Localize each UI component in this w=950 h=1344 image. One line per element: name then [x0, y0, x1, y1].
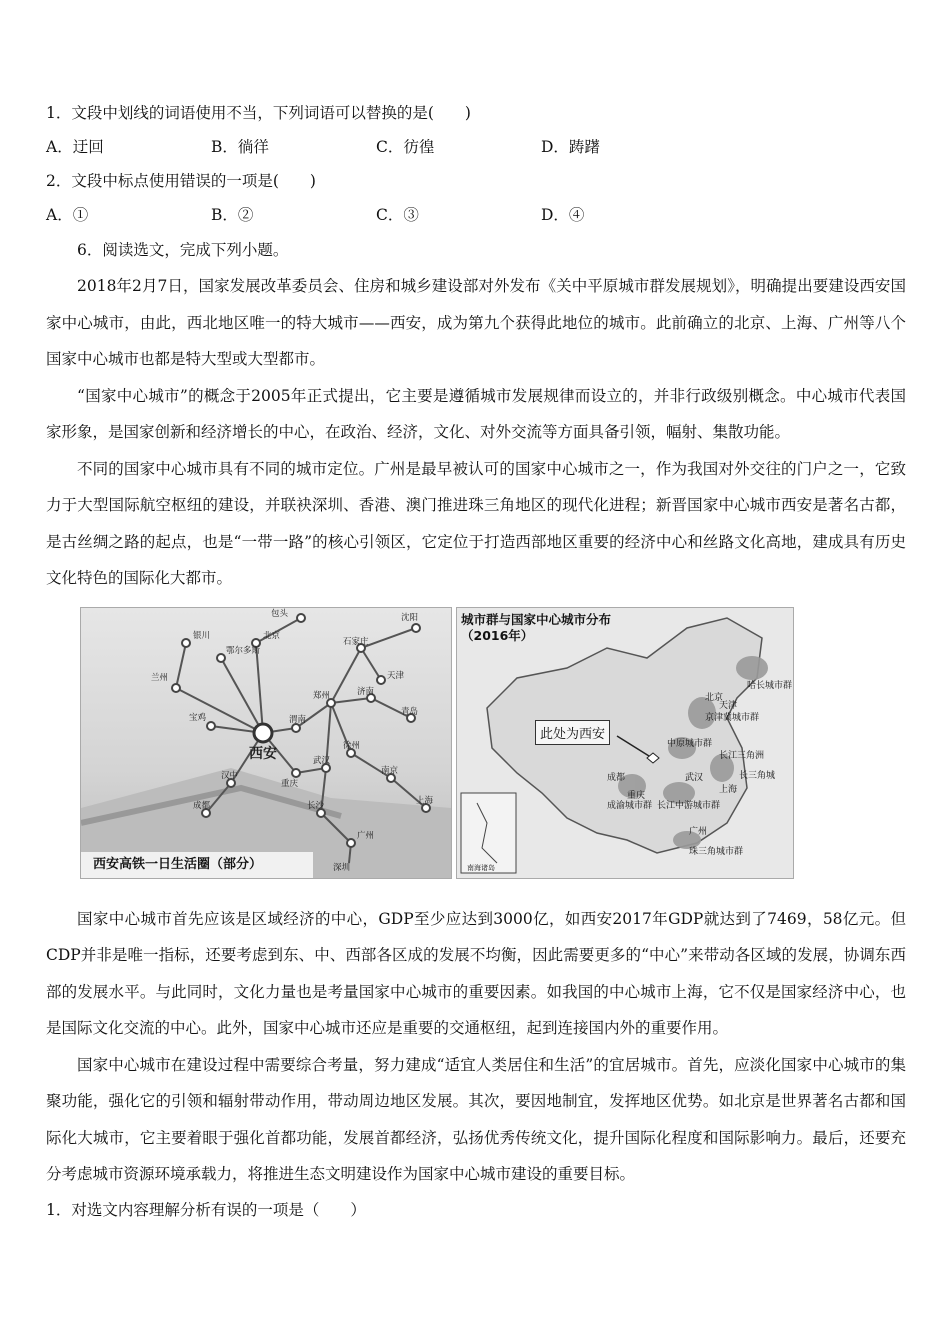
svg-text:济南: 济南 — [357, 686, 375, 697]
city-node — [217, 654, 225, 662]
svg-text:长江中游城市群: 长江中游城市群 — [657, 800, 721, 811]
option-b: B．② — [211, 206, 254, 224]
city-node — [297, 614, 305, 622]
xian-callout: 此处为西安 — [535, 720, 610, 745]
svg-text:京津冀城市群: 京津冀城市群 — [705, 712, 760, 723]
svg-text:沈阳: 沈阳 — [401, 612, 419, 623]
svg-text:广州: 广州 — [357, 830, 375, 841]
paragraph: 不同的国家中心城市具有不同的城市定位。广州是最早被认可的国家中心城市之一，作为我国对外交往的门户之一，它致力于大型国际航空枢纽的建设，并联袂深圳、香港、澳门推进珠三角地区的现代化进程；新晋国家中心城市西安是著名古都，是古丝绸之路的起点，也是“一带一路”的核心引领区，它定位于打造西部地区重要的经济中心和丝路文化高地，建成具有历史文化特色的国际化大都市。 — [46, 459, 906, 587]
svg-text:渭南: 渭南 — [289, 714, 307, 725]
svg-text:成都: 成都 — [607, 772, 626, 783]
city-node — [377, 676, 385, 684]
svg-text:长沙: 长沙 — [307, 800, 325, 811]
svg-text:武汉: 武汉 — [313, 755, 331, 766]
center-city-label: 西安 — [249, 745, 277, 762]
china-map-figure — [456, 607, 794, 879]
option-a: A．① — [46, 206, 89, 224]
svg-text:中原城市群: 中原城市群 — [667, 738, 713, 749]
south-sea-inset — [461, 793, 516, 873]
svg-text:哈长城市群: 哈长城市群 — [747, 680, 793, 691]
svg-text:兰州: 兰州 — [151, 672, 169, 683]
option-c: C．彷徨 — [376, 138, 435, 156]
city-node — [412, 624, 420, 632]
svg-text:长江三角洲: 长江三角洲 — [719, 750, 765, 761]
svg-text:成渝城市群: 成渝城市群 — [607, 800, 653, 811]
svg-text:宝鸡: 宝鸡 — [189, 712, 207, 723]
question-2-options — [46, 198, 906, 232]
paragraph: “国家中心城市”的概念于2005年正式提出，它主要是遵循城市发展规律而设立的，并非行政级别概念。中心城市代表国家形象，是国家创新和经济增长的中心，在政治、经济，文化、对外交流等方面具备引领，幅射、集散功能。 — [46, 386, 906, 441]
paragraph: 国家中心城市首先应该是区域经济的中心，GDP至少应达到3000亿，如西安2017年GDP就达到了7469，58亿元。但CDP并非是唯一指标，还要考虑到东、中、西部各区成的发展不均衡，因此需要更多的“中心”来带动各区域的发展，协调东西部的发展水平。与此同时，文化力量也是考量国家中心城市的重要因素。如我国的中心城市上海，它不仅是国家经济中心，也是国际文化交流的中心。此外，国家中心城市还应是重要的交通枢纽，起到连接国内外的重要作用。 — [46, 909, 906, 1037]
paragraph: 国家中心城市在建设过程中需要综合考量，努力建成“适宜人类居住和生活”的宜居城市。首先，应淡化国家中心城市的集聚功能，强化它的引领和辐射带动作用，带动周边地区发展。其次，要因地制宜，发挥地区优势。如北京是世界著名古都和国际化大城市，它主要着眼于强化首都功能，发展首都经济，弘扬优秀传统文化，提升国际化程度和国际影响力。最后，还要充分考虑城市资源环境承载力，将推进生态文明建设作为国家中心城市建设的重要目标。 — [46, 1055, 906, 1183]
city-node — [347, 839, 355, 847]
question-next — [46, 1193, 906, 1227]
question-2-body: 文段中标点使用错误的一项是( ) — [71, 172, 316, 190]
svg-text:上海: 上海 — [416, 795, 434, 806]
question-1-body: 文段中划线的词语使用不当，下列词语可以替换的是( ) — [71, 104, 471, 122]
rail-network-figure — [80, 607, 452, 879]
question-2-num: 2． — [46, 172, 72, 190]
svg-text:重庆: 重庆 — [627, 790, 646, 801]
question-2 — [46, 164, 906, 198]
question-1-text: 1． — [46, 104, 72, 122]
option-d: D．踌躇 — [541, 138, 600, 156]
xian-node-icon — [254, 724, 272, 742]
china-outline — [487, 618, 765, 853]
svg-text:长三角城: 长三角城 — [739, 770, 776, 781]
figure-caption: 西安高铁一日生活圈（部分） — [81, 852, 313, 878]
option-b: B．徜徉 — [211, 138, 269, 156]
svg-text:徐州: 徐州 — [343, 740, 361, 751]
svg-text:鄂尔多斯: 鄂尔多斯 — [226, 645, 261, 656]
china-map — [457, 608, 793, 878]
city-node — [172, 684, 180, 692]
map-title — [461, 612, 611, 644]
svg-text:银川: 银川 — [193, 630, 211, 641]
svg-text:上海: 上海 — [719, 784, 738, 795]
svg-text:北京: 北京 — [263, 630, 281, 641]
svg-text:重庆: 重庆 — [281, 778, 299, 789]
option-a: A．迂回 — [46, 138, 104, 156]
map-title-line2: （2016年） — [461, 627, 534, 643]
svg-text:广州: 广州 — [689, 826, 708, 837]
svg-text:石家庄: 石家庄 — [343, 636, 369, 647]
city-node — [292, 724, 300, 732]
svg-text:武汉: 武汉 — [685, 772, 704, 783]
section-title: 6．阅读选文，完成下列小题。 — [77, 241, 289, 259]
svg-text:深圳: 深圳 — [333, 862, 351, 873]
svg-text:北京: 北京 — [705, 692, 724, 703]
svg-text:青岛: 青岛 — [401, 706, 419, 717]
document-page — [46, 96, 906, 1227]
question-next-num: 1． — [46, 1200, 72, 1219]
question-1-options — [46, 130, 906, 164]
svg-text:成都: 成都 — [193, 800, 211, 811]
svg-text:郑州: 郑州 — [313, 690, 331, 701]
city-node — [207, 722, 215, 730]
city-node — [292, 769, 300, 777]
rail-network-diagram — [81, 608, 451, 878]
map-title-line1: 城市群与国家中心城市分布 — [461, 611, 612, 627]
paragraph: 2018年2月7日，国家发展改革委员会、住房和城乡建设部对外发布《关中平原城市群发展规划》，明确提出要建设西安国家中心城市，由此，西北地区唯一的特大城市——西安，成为第九个获得此地位的城市。此前确立的北京、上海、广州等八个国家中心城市也都是特大型或大型都市。 — [46, 277, 906, 368]
cluster-marker — [736, 656, 768, 680]
svg-text:天津: 天津 — [719, 700, 738, 711]
option-c: C．③ — [376, 206, 419, 224]
svg-text:珠三角城市群: 珠三角城市群 — [689, 846, 744, 857]
figures — [46, 607, 906, 879]
svg-text:南海诸岛: 南海诸岛 — [467, 863, 495, 872]
option-d: D．④ — [541, 206, 585, 224]
question-next-body: 对选文内容理解分析有误的一项是（ ） — [71, 1200, 366, 1219]
svg-text:天津: 天津 — [387, 670, 405, 681]
svg-text:南京: 南京 — [381, 765, 399, 776]
city-node — [182, 639, 190, 647]
svg-text:汉中: 汉中 — [221, 770, 239, 781]
svg-text:包头: 包头 — [271, 608, 289, 619]
question-1 — [46, 96, 906, 130]
